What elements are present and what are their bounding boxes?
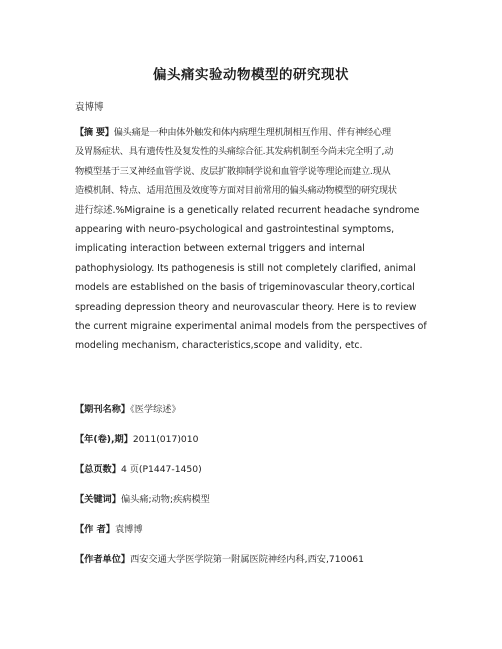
pages-value: 4 页(P1447-1450) (120, 464, 202, 475)
abstract-line-10: spreading depression theory and neurovascular theory. Here is to review (75, 301, 417, 313)
paper-author: 袁博博 (75, 102, 104, 113)
abstract-line-7: implicating interaction between external triggers and internal (75, 243, 365, 255)
authors-value: 袁博博 (114, 524, 143, 535)
abstract-text-1: 偏头痛是一种由体外触发和体内病理生理机制相互作用、伴有神经心理 (113, 127, 391, 138)
abstract-line-8: pathophysiology. Its pathogenesis is still not completely clarified, animal (75, 262, 416, 274)
keywords-value: 偏头痛;动物;疾病模型 (120, 494, 210, 505)
pages-field (75, 461, 202, 475)
journal-field (75, 401, 181, 415)
abstract-line-6: appearing with neuro-psychological and gastrointestinal symptoms, (75, 224, 395, 236)
journal-value: 《医学综述》 (130, 404, 181, 415)
journal-label: 【期刊名称】 (75, 404, 131, 415)
abstract-line-1 (75, 123, 435, 142)
abstract-line-3: 物模型基于三叉神经血管学说、皮层扩散抑制学说和血管学说等理论而建立.现从 (75, 165, 391, 177)
affiliation-label: 【作者单位】 (75, 554, 131, 565)
abstract-line-11: the current migraine experimental animal models from the perspectives of (75, 321, 427, 333)
authors-label: 【作 者】 (75, 524, 115, 535)
abstract-line-2: 及胃肠症状、具有遗传性及复发性的头痛综合征.其发病机制至今尚未完全明了,动 (75, 146, 394, 158)
abstract-label: 【摘 要】 (75, 127, 114, 138)
year-issue-field (75, 431, 198, 445)
abstract-line-4: 造模机制、特点、适用范围及效度等方面对目前常用的偏头痛动物模型的研究现状 (75, 185, 397, 197)
year-issue-label: 【年(卷),期】 (75, 434, 133, 445)
affiliation-field (75, 551, 364, 565)
year-issue-value: 2011(017)010 (132, 434, 199, 445)
abstract-line-9: models are established on the basis of trigeminovascular theory,cortical (75, 282, 415, 294)
paper-title: 偏头痛实验动物模型的研究现状 (153, 67, 349, 83)
pages-label: 【总页数】 (75, 464, 121, 475)
keywords-field (75, 491, 210, 505)
affiliation-value: 西安交通大学医学院第一附属医院神经内科,西安,710061 (130, 554, 364, 565)
authors-field (75, 521, 143, 535)
abstract-line-12: modeling mechanism, characteristics,scope and validity, etc. (75, 340, 363, 352)
keywords-label: 【关键词】 (75, 494, 121, 505)
abstract-line-5: 进行综述.%Migraine is a genetically related recurrent headache syndrome (75, 204, 420, 216)
abstract-block (75, 123, 435, 356)
